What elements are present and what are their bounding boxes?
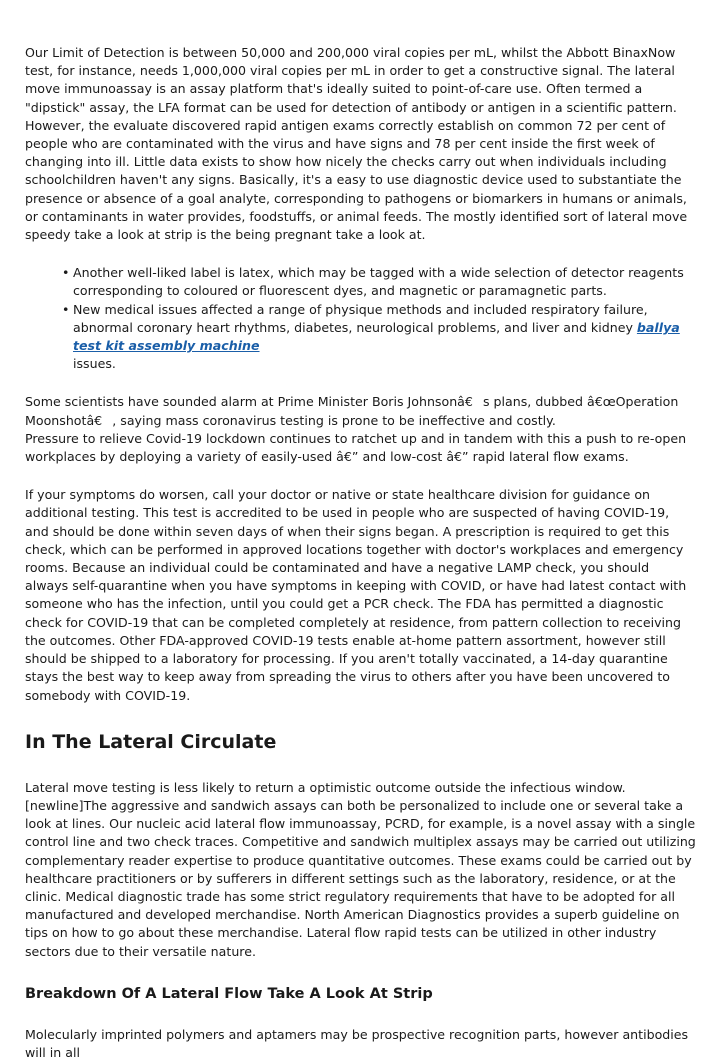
paragraph-lockdown: Pressure to relieve Covid-19 lockdown continues to ratchet up and in tandem with this a push to re-open workplaces by deploying a variety of easily-used â€” and low-cost â€” rapid lateral flow exams.: [25, 430, 687, 465]
paragraph-symptoms: If your symptoms do worsen, call your doctor or native or state healthcare division for guidance on additional testing. This test is accredited to be used in people who are suspected of having COVID-19, and should be done within seven days of when their signs began. A prescription is required to get this check, which can be performed in approved locations together with doctor's workplaces and emergency rooms. Because an individual could be contaminated and have a negative LAMP check, you should always self-quarantine when you have symptoms in keeping with COVID, or have had latest contact with someone who has the infection, until you could get a PCR check. The FDA has permitted a diagnostic check for COVID-19 that can be completed completely at residence, from pattern collection to receiving the outcomes. Other FDA-approved COVID-19 tests enable at-home pattern assortment, however still should be shipped to a laboratory for processing. If you aren't totally vaccinated, a 14-day quarantine stays the best way to keep away from spreading the virus to others after you have been uncovered to somebody with COVID-19.: [25, 487, 687, 703]
section-heading: In The Lateral Circulate: [25, 730, 277, 753]
list-item-text: Another well-liked label is latex, which may be tagged with a wide selection of detector reagents corresponding to coloured or fluorescent dyes, and magnetic or paramagnetic parts.: [73, 265, 684, 299]
list-item-text: New medical issues affected a range of physique methods and included respiratory failure, abnormal coronary heart rhythms, diabetes, neurological problems, and liver and kidney: [73, 301, 648, 335]
product-link[interactable]: ballya test kit assembly machine: [73, 319, 680, 354]
paragraph-group: [25, 393, 696, 466]
subsection-heading: Breakdown Of A Lateral Flow Take A Look At Strip: [25, 985, 433, 1002]
bullet-list: [25, 264, 696, 373]
list-item: [73, 301, 696, 374]
paragraph-moonshot: Some scientists have sounded alarm at Prime Minister Boris Johnsonâ€s plans, dubbed â€œOperation Moonshotâ€, saying mass coronavirus testing is prone to be ineffective and costly.: [25, 394, 679, 428]
list-item-text-tail: issues.: [73, 356, 116, 372]
paragraph-polymers: Molecularly imprinted polymers and aptamers may be prospective recognition parts, however antibodies will in all: [25, 1026, 689, 1060]
paragraph-lateral: Lateral move testing is less likely to return a optimistic outcome outside the infectious window. [newline]The aggressive and sandwich assays can both be personalized to include one or several take a look at lines. Our nucleic acid lateral flow immunoassay, PCRD, for example, is a novel assay with a single control line and two check traces. Competitive and sandwich multiplex assays may be carried out utilizing complementary reader expertise to produce quantitative outcomes. These exams could be carried out by healthcare practitioners or by sufferers in different settings such as the laboratory, residence, or at the clinic. Medical diagnostic trade has some strict regulatory requirements that have to be adopted for all manufactured and developed merchandise. North American Diagnostics provides a superb guideline on tips on how to go about these merchandise. Lateral flow rapid tests can be utilized in other industry sectors due to their versatile nature.: [25, 779, 696, 959]
paragraph-intro: Our Limit of Detection is between 50,000 and 200,000 viral copies per mL, whilst the Abbott BinaxNow test, for instance, needs 1,000,000 viral copies per mL in order to get a constructive signal. The lateral move immunoassay is an assay platform that's ideally suited to point-of-care use. Often termed a "dipstick" assay, the LFA format can be used for detection of antibody or antigen in a scientific pattern. However, the evaluate discovered rapid antigen exams correctly establish on common 72 per cent of people who are contaminated with the virus and have signs and 78 per cent inside the first week of changing into ill. Little data exists to show how nicely the checks carry out when individuals including schoolchildren haven't any signs. Basically, it's a easy to use diagnostic device used to substantiate the presence or absence of a goal analyte, corresponding to pathogens or biomarkers in humans or animals, or contaminants in water provides, foodstuffs, or animal feeds. The mostly identified sort of lateral move speedy take a look at strip is the being pregnant take a look at.: [25, 45, 688, 243]
list-item: [73, 264, 696, 300]
